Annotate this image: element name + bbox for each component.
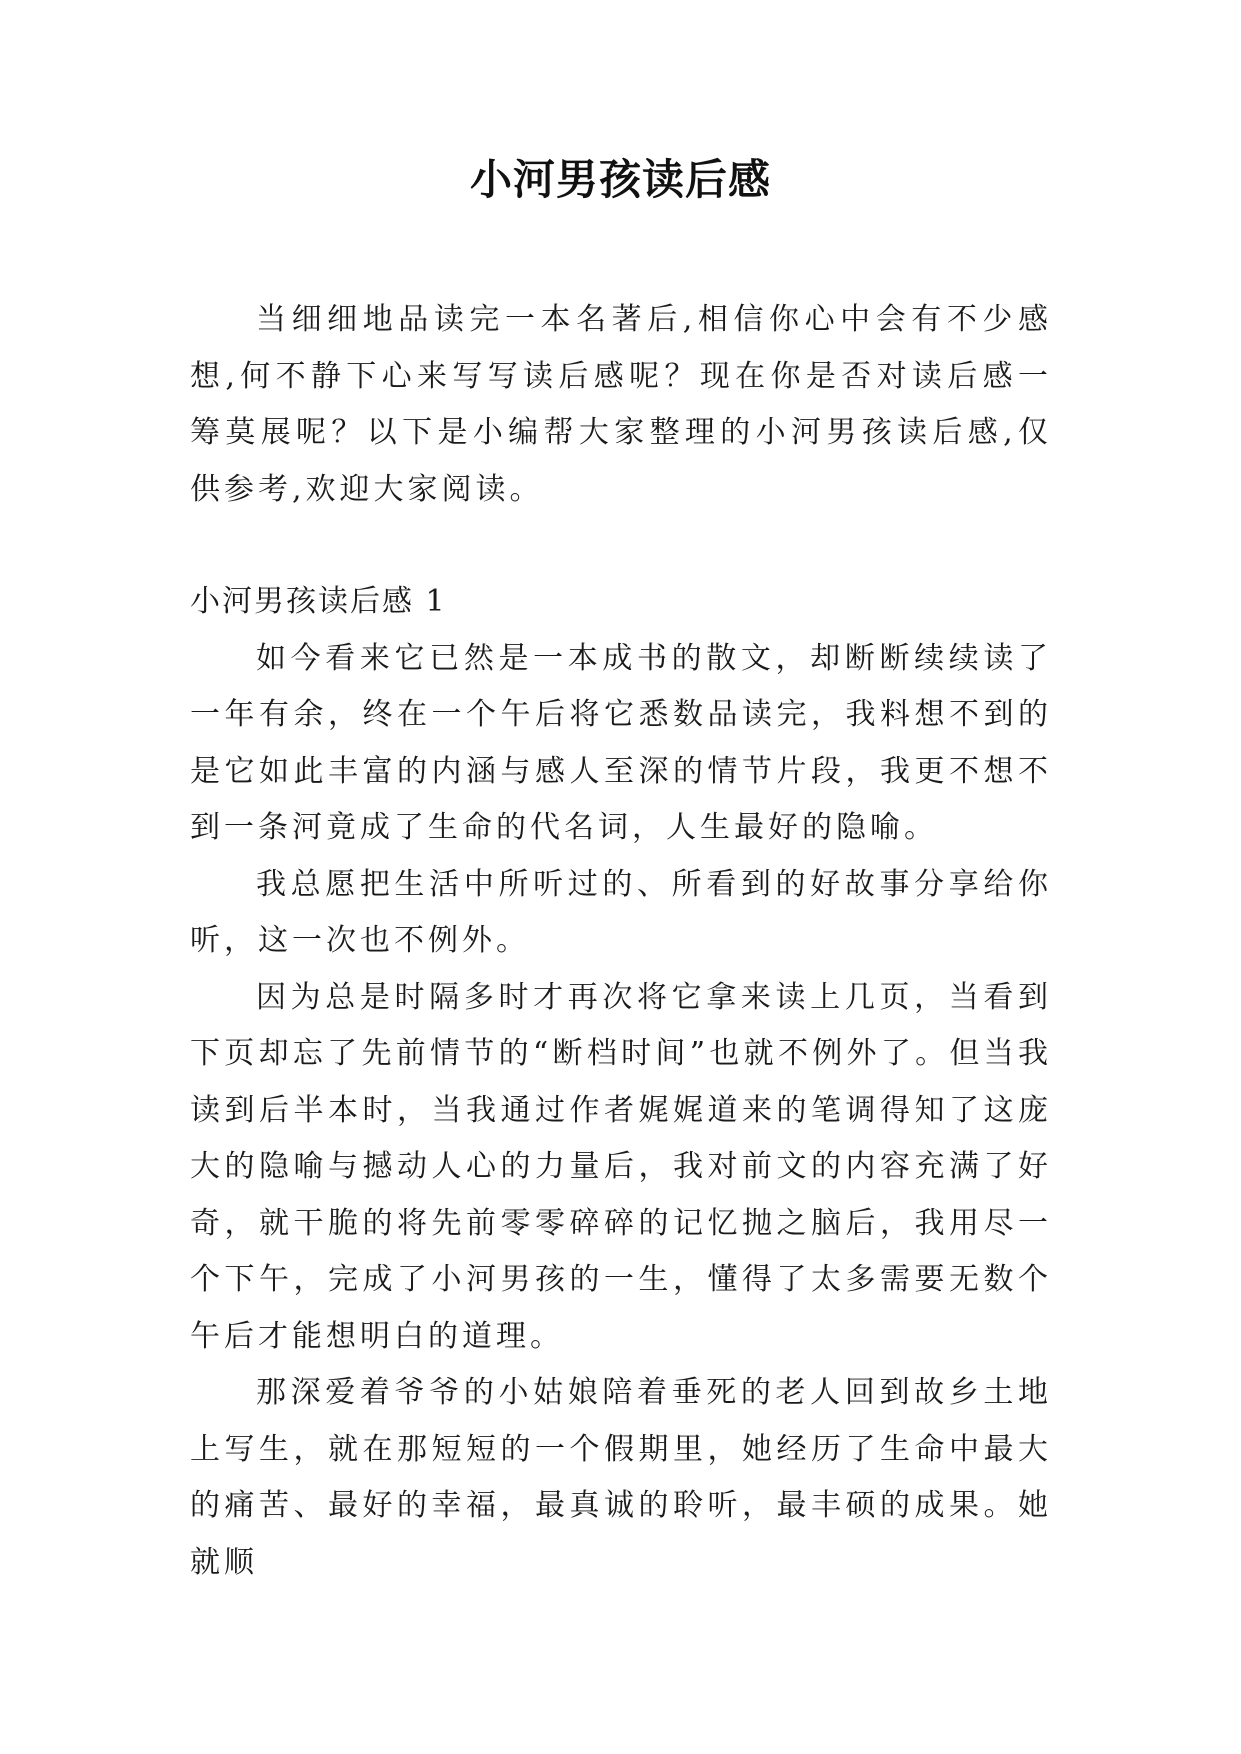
body-paragraph: 那深爱着爷爷的小姑娘陪着垂死的老人回到故乡土地上写生，就在那短短的一个假期里，她经历了生命中最大的痛苦、最好的幸福，最真诚的聆听，最丰硕的成果。她就顺 [190,1375,1052,1580]
document-title: 小河男孩读后感 [469,155,771,204]
section-heading: 小河男孩读后感 1 [190,584,447,619]
document-body [190,292,1052,1591]
intro-paragraph: 当细细地品读完一本名著后,相信你心中会有不少感想,何不静下心来写写读后感呢？现在你是否对读后感一筹莫展呢？以下是小编帮大家整理的小河男孩读后感,仅供参考,欢迎大家阅读。 [190,302,1052,507]
body-paragraph: 我总愿把生活中所听过的、所看到的好故事分享给你听，这一次也不例外。 [190,866,1052,958]
body-paragraph: 因为总是时隔多时才再次将它拿来读上几页，当看到下页却忘了先前情节的“断档时间”也就不例外了。但当我读到后半本时，当我通过作者娓娓道来的笔调得知了这庞大的隐喻与撼动人心的力量后，我对前文的内容充满了好奇，就干脆的将先前零零碎碎的记忆抛之脑后，我用尽一个下午，完成了小河男孩的一生，懂得了太多需要无数个午后才能想明白的道理。 [190,979,1052,1354]
body-paragraph: 如今看来它已然是一本成书的散文，却断断续续读了一年有余，终在一个午后将它悉数品读完，我料想不到的是它如此丰富的内涵与感人至深的情节片段，我更不想不到一条河竟成了生命的代名词，人生最好的隐喻。 [190,640,1052,845]
